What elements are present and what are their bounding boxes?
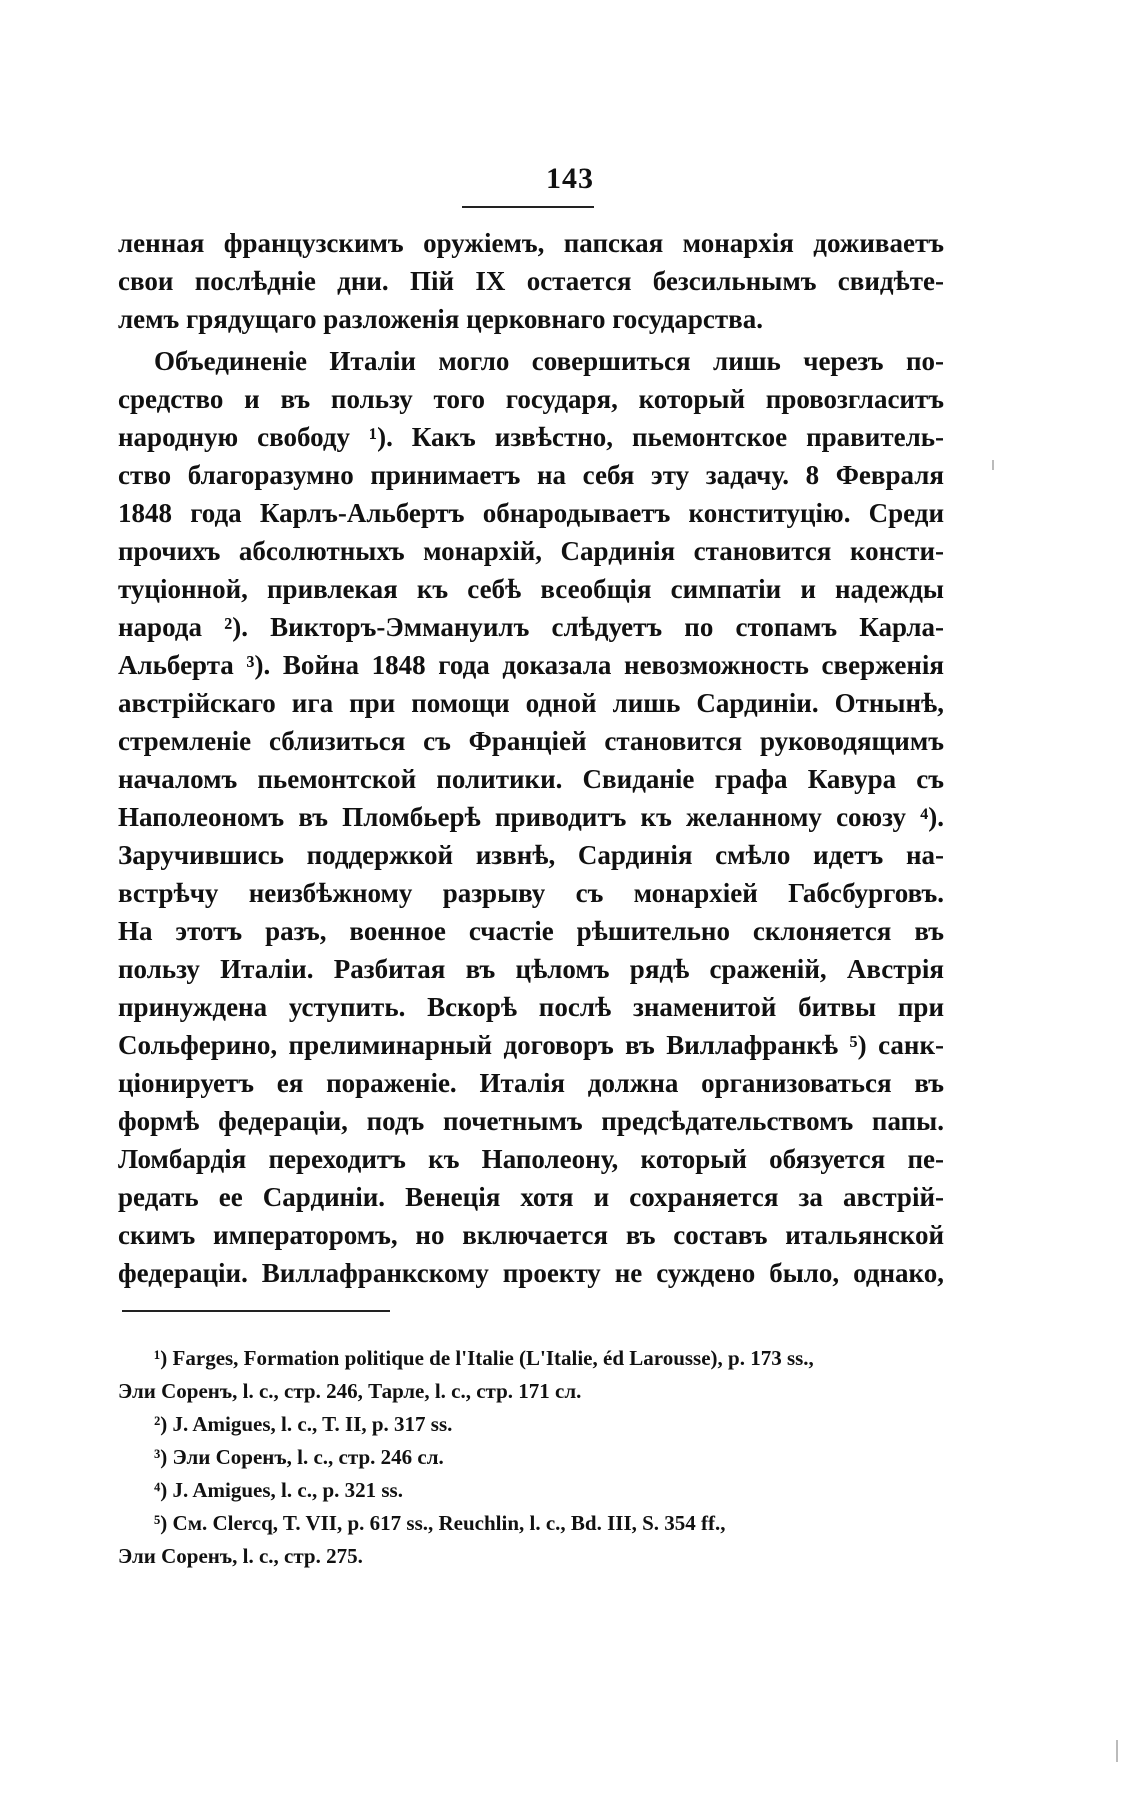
text-line: ціонируетъ ея пораженіе. Италія должна организоваться въ (118, 1068, 944, 1098)
text-line: формѣ федераціи, подъ почетнымъ предсѣдательствомъ папы. (118, 1106, 944, 1136)
text-line: Объединеніе Италіи могло совершиться лишь черезъ по- (154, 346, 944, 376)
footnote-line: ⁴) J. Amigues, l. c., p. 321 ss. (154, 1478, 403, 1502)
text-line: народную свободу ¹). Какъ извѣстно, пьемонтское правитель- (118, 422, 944, 452)
text-line: свои послѣдніе дни. Пій IX остается безсильнымъ свидѣте- (118, 266, 944, 296)
footnote-line: ¹) Farges, Formation politique de l'Italie (L'Italie, éd Larousse), p. 173 ss., (154, 1346, 814, 1370)
text-line: пользу Италіи. Разбитая въ цѣломъ рядѣ сраженій, Австрія (118, 954, 944, 984)
text-line: стремленіе сблизиться съ Франціей становится руководящимъ (118, 726, 944, 756)
text-line: редать ее Сардиніи. Венеція хотя и сохраняется за австрій- (118, 1182, 944, 1212)
text-line: австрійскаго ига при помощи одной лишь Сардиніи. Отнынѣ, (118, 688, 944, 718)
footnote-line: Эли Соренъ, l. c., стр. 246, Тарле, l. c., стр. 171 сл. (118, 1379, 582, 1403)
footnote-line: ²) J. Amigues, l. c., T. II, p. 317 ss. (154, 1412, 453, 1436)
footnote-rule (122, 1310, 390, 1312)
text-line: народа ²). Викторъ-Эммануилъ слѣдуетъ по стопамъ Карла- (118, 612, 944, 642)
footnote-line: ⁵) См. Clercq, T. VII, p. 617 ss., Reuchlin, l. c., Bd. III, S. 354 ff., (154, 1511, 726, 1535)
footnote-line: ³) Эли Соренъ, l. c., стр. 246 сл. (154, 1445, 444, 1469)
text-line: скимъ императоромъ, но включается въ составъ итальянской (118, 1220, 944, 1250)
footnotes (118, 1342, 948, 1573)
text-line: Альберта ³). Война 1848 года доказала невозможность сверженія (118, 650, 944, 680)
text-line: средство и въ пользу того государя, который провозгласитъ (118, 384, 944, 414)
text-line: На этотъ разъ, военное счастіе рѣшительно склоняется въ (118, 916, 944, 946)
text-line: Заручившись поддержкой извнѣ, Сардинія смѣло идетъ на- (118, 840, 944, 870)
text-line: 1848 года Карлъ-Альбертъ обнародываетъ конституцію. Среди (118, 498, 944, 528)
text-line: Сольферино, прелиминарный договоръ въ Виллафранкѣ ⁵) санк- (118, 1030, 944, 1060)
header-rule (462, 206, 594, 208)
text-line: Ломбардія переходитъ къ Наполеону, который обязуется пе- (118, 1144, 944, 1174)
text-line: ленная французскимъ оружіемъ, папская монархія доживаетъ (118, 228, 944, 258)
margin-mark (1116, 1740, 1118, 1762)
text-line: принуждена уступить. Вскорѣ послѣ знаменитой битвы при (118, 992, 944, 1022)
text-line: туціонной, привлекая къ себѣ всеобщія симпатіи и надежды (118, 574, 944, 604)
text-line: лемъ грядущаго разложенія церковнаго государства. (118, 304, 763, 334)
text-line: Наполеономъ въ Пломбьерѣ приводитъ къ желанному союзу ⁴). (118, 802, 944, 832)
text-line: прочихъ абсолютныхъ монархій, Сардинія становится консти- (118, 536, 944, 566)
text-line: федераціи. Виллафранкскому проекту не суждено было, однако, (118, 1258, 944, 1288)
body-text (118, 224, 944, 1292)
text-line: ство благоразумно принимаетъ на себя эту задачу. 8 Февраля (118, 460, 944, 490)
margin-mark (992, 460, 994, 470)
page-number: 143 (546, 162, 594, 195)
text-line: встрѣчу неизбѣжному разрыву съ монархіей Габсбурговъ. (118, 878, 944, 908)
footnote-line: Эли Соренъ, l. c., стр. 275. (118, 1544, 363, 1568)
text-line: началомъ пьемонтской политики. Свиданіе графа Кавура съ (118, 764, 944, 794)
